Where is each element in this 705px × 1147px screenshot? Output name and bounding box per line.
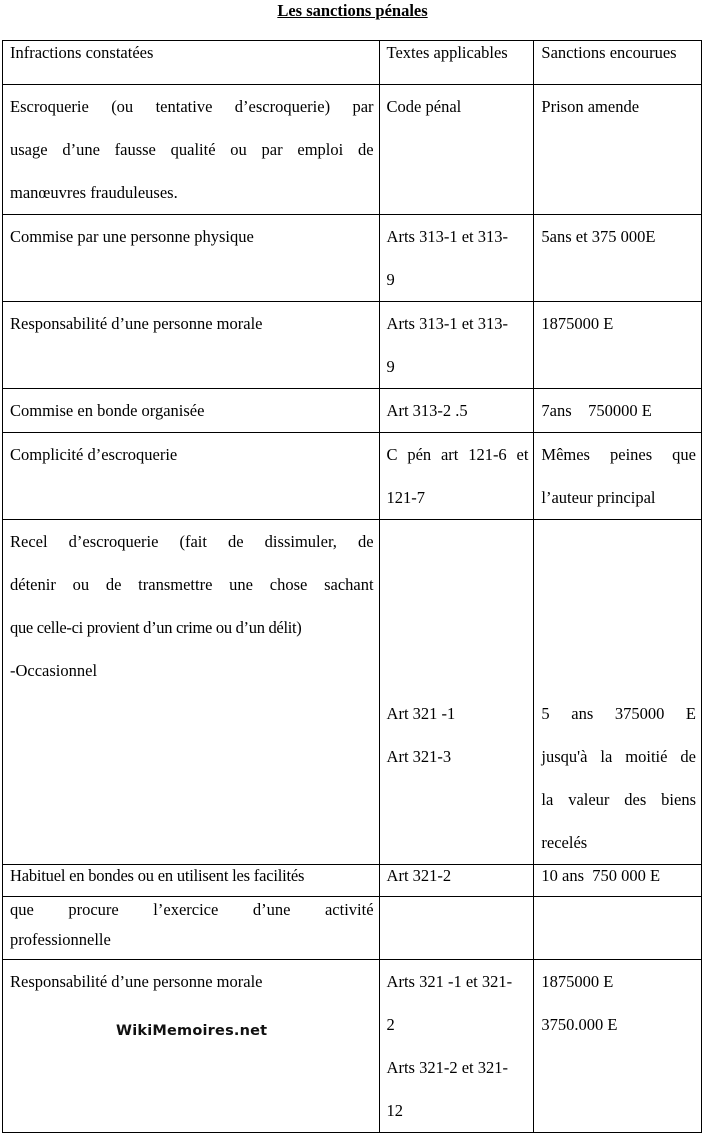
cell-spacer xyxy=(10,1089,374,1117)
table-row xyxy=(3,433,702,520)
cell-spacer xyxy=(541,520,696,563)
cell-line: 5 ans 375000 E xyxy=(541,704,696,723)
cell-line: Art 321-2 xyxy=(386,866,452,885)
table-row xyxy=(3,865,702,897)
cell-spacer xyxy=(387,520,529,563)
cell-sanction xyxy=(534,897,702,960)
cell-line: que celle-ci provient d’un crime ou d’un délit) xyxy=(10,618,302,637)
cell-infraction xyxy=(3,85,380,215)
watermark-logo: WikiMemoires.net xyxy=(116,1023,268,1039)
cell-infraction xyxy=(3,865,380,897)
cell-line: -Occasionnel xyxy=(10,661,98,680)
cell-infraction xyxy=(3,897,380,960)
cell-sanction xyxy=(534,433,702,520)
cell-line: Prison amende xyxy=(541,97,640,116)
cell-sanction xyxy=(534,215,702,302)
cell-line: Art 313-2 .5 xyxy=(386,401,468,420)
cell-line: 10 ans 750 000 E xyxy=(541,866,661,885)
cell-line: jusqu'à la moitié de xyxy=(541,747,696,766)
cell-line: Mêmes peines que xyxy=(541,445,696,464)
cell-line: 121-7 xyxy=(386,488,426,507)
cell-spacer xyxy=(387,649,529,692)
cell-line: Complicité d’escroquerie xyxy=(10,445,178,464)
cell-line: Arts 313-1 et 313- xyxy=(386,314,508,333)
cell-sanction xyxy=(534,960,702,1133)
cell-line: recelés xyxy=(541,833,588,852)
cell-infraction xyxy=(3,302,380,389)
cell-line: 5ans et 375 000E xyxy=(541,227,656,246)
table-row xyxy=(3,302,702,389)
table-row xyxy=(3,960,702,1133)
cell-line: Commise par une personne physique xyxy=(10,227,254,246)
cell-texte xyxy=(379,302,534,389)
cell-line: Art 321 -1 xyxy=(386,704,456,723)
cell-line: Responsabilité d’une personne morale xyxy=(10,314,263,333)
cell-line: Art 321-3 xyxy=(386,747,452,766)
cell-spacer xyxy=(541,649,696,692)
cell-sanction xyxy=(534,520,702,865)
cell-line: 12 xyxy=(386,1101,404,1120)
cell-sanction xyxy=(534,85,702,215)
cell-line: C pén art 121-6 et xyxy=(386,445,529,464)
cell-infraction xyxy=(3,389,380,433)
cell-line: que procure l’exercice d’une activité xyxy=(10,900,374,919)
table-row xyxy=(3,520,702,865)
cell-line: détenir ou de transmettre une chose sachant xyxy=(10,575,374,594)
cell-infraction xyxy=(3,960,380,1133)
cell-line: manœuvres frauduleuses. xyxy=(10,183,178,202)
sanctions-table xyxy=(2,40,702,1133)
cell-sanction xyxy=(534,865,702,897)
cell-texte xyxy=(379,520,534,865)
cell-line: 1875000 E xyxy=(541,314,614,333)
cell-line: Recel d’escroquerie (fait de dissimuler, de xyxy=(10,532,374,551)
cell-line: professionnelle xyxy=(10,930,111,949)
table-header-row xyxy=(3,41,702,85)
cell-line: 9 xyxy=(386,270,395,289)
cell-spacer xyxy=(387,563,529,606)
cell-line: Arts 321-2 et 321- xyxy=(386,1058,508,1077)
cell-line: 9 xyxy=(386,357,395,376)
cell-texte xyxy=(379,897,534,960)
table-row xyxy=(3,215,702,302)
cell-infraction xyxy=(3,215,380,302)
cell-sanction xyxy=(534,302,702,389)
table-row xyxy=(3,389,702,433)
header-sanctions: Sanctions encourues xyxy=(534,41,702,85)
cell-texte xyxy=(379,960,534,1133)
cell-spacer xyxy=(387,606,529,649)
header-textes: Textes applicables xyxy=(379,41,534,85)
cell-line: usage d’une fausse qualité ou par emploi de xyxy=(10,140,374,159)
cell-line: 2 xyxy=(386,1015,395,1034)
cell-line: 7ans 750000 E xyxy=(541,401,652,420)
cell-line: Code pénal xyxy=(386,97,462,116)
cell-spacer xyxy=(10,821,374,864)
cell-texte xyxy=(379,865,534,897)
cell-line: Responsabilité d’une personne morale xyxy=(10,972,263,991)
table-row xyxy=(3,85,702,215)
cell-texte xyxy=(379,85,534,215)
cell-spacer xyxy=(10,735,374,778)
cell-spacer xyxy=(541,563,696,606)
cell-line: Habituel en bondes ou en utilisent les facilités xyxy=(10,866,305,885)
cell-texte xyxy=(379,389,534,433)
cell-line: 3750.000 E xyxy=(541,1015,618,1034)
cell-line: Arts 313-1 et 313- xyxy=(386,227,508,246)
cell-infraction xyxy=(3,433,380,520)
cell-spacer xyxy=(541,606,696,649)
cell-spacer xyxy=(10,778,374,821)
cell-line: la valeur des biens xyxy=(541,790,696,809)
cell-line: l’auteur principal xyxy=(541,488,656,507)
cell-line: 1875000 E xyxy=(541,972,614,991)
table-row xyxy=(3,897,702,960)
cell-sanction xyxy=(534,389,702,433)
header-infractions: Infractions constatées xyxy=(3,41,380,85)
cell-infraction xyxy=(3,520,380,865)
page-title: Les sanctions pénales xyxy=(277,1,428,20)
cell-spacer xyxy=(10,692,374,735)
cell-spacer xyxy=(10,1046,374,1089)
cell-line: Commise en bonde organisée xyxy=(10,401,205,420)
cell-line: Arts 321 -1 et 321- xyxy=(386,972,513,991)
cell-line: Escroquerie (ou tentative d’escroquerie) par xyxy=(10,97,374,116)
cell-texte xyxy=(379,433,534,520)
cell-texte xyxy=(379,215,534,302)
